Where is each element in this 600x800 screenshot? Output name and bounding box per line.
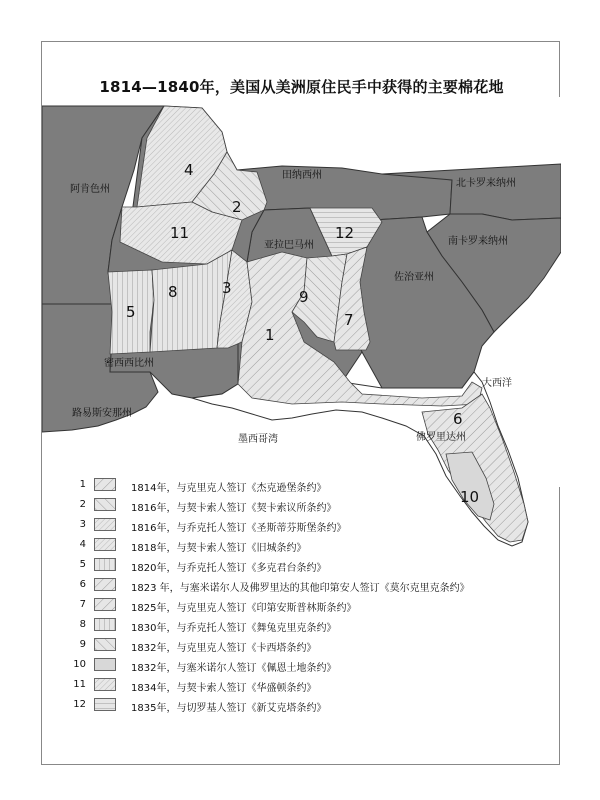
legend-swatch [94,518,116,531]
tract-number-4: 4 [184,161,194,179]
legend-swatch [94,498,116,511]
tract-number-12: 12 [335,224,355,242]
legend-text: 1816年，与契卡索人签订《契卡索议所条约》 [131,503,337,514]
map-title: 1814—1840年，美国从美洲原住民手中获得的主要棉花地 [99,78,504,96]
legend-number: 8 [79,619,86,630]
legend-row [64,478,534,494]
tract-number-7: 7 [344,311,354,329]
legend-swatch [94,538,116,551]
tract-number-11: 11 [170,224,190,242]
legend-row [64,518,534,534]
legend-text: 1834年，与契卡索人签订《华盛顿条约》 [131,683,317,694]
legend-text: 1814年，与克里克人签订《杰克逊堡条约》 [131,483,327,494]
legend-text: 1830年，与乔克托人签订《舞兔克里克条约》 [131,623,337,634]
legend-number: 3 [79,519,86,530]
legend-text: 1816年，与乔克托人签订《圣斯蒂芬斯堡条约》 [131,523,347,534]
legend-number: 9 [79,639,86,650]
legend-row [64,578,534,594]
legend-swatch [94,618,116,631]
legend-text: 1825年，与克里克人签订《印第安斯普林斯条约》 [131,603,357,614]
tract-number-6: 6 [453,410,463,428]
legend-swatch [94,698,116,711]
label-tennessee: 田纳西州 [282,170,322,181]
legend-row [64,658,534,674]
legend-number: 5 [79,559,86,570]
legend-row [64,698,534,714]
label-georgia: 佐治亚州 [394,272,434,283]
legend-swatch [94,638,116,651]
tract-number-8: 8 [168,283,178,301]
legend-swatch [94,578,116,591]
label-alabama: 亚拉巴马州 [264,240,314,251]
label-arkansas: 阿肯色州 [70,184,110,195]
legend-number: 12 [73,699,86,710]
legend-text: 1823 年，与塞米诺尔人及佛罗里达的其他印第安人签订《莫尔克里克条约》 [131,583,470,594]
legend-row [64,598,534,614]
legend-number: 1 [79,479,86,490]
label-florida: 佛罗里达州 [416,432,466,443]
legend-swatch [94,598,116,611]
label-louisiana: 路易斯安那州 [72,408,132,419]
legend-number: 6 [79,579,86,590]
legend-number: 10 [73,659,86,670]
legend-text: 1832年，与克里克人签订《卡西塔条约》 [131,643,317,654]
legend-number: 4 [79,539,86,550]
label-atlantic: 大西洋 [482,378,512,389]
legend-swatch [94,658,116,671]
tract-number-5: 5 [126,303,136,321]
legend-number: 7 [79,599,86,610]
legend-row [64,558,534,574]
legend-row [64,498,534,514]
tract-number-10: 10 [460,488,480,506]
legend-text: 1835年，与切罗基人签订《新艾克塔条约》 [131,703,327,714]
legend-text: 1818年，与契卡索人签订《旧城条约》 [131,543,307,554]
label-north-carolina: 北卡罗来纳州 [456,178,516,189]
legend-number: 2 [79,499,86,510]
label-south-carolina: 南卡罗来纳州 [448,236,508,247]
legend-text: 1832年，与塞米诺尔人签订《佩恩土地条约》 [131,663,337,674]
legend-swatch [94,558,116,571]
label-gulf: 墨西哥湾 [238,434,278,445]
legend-row [64,638,534,654]
map-frame [41,41,560,765]
legend-row [64,618,534,634]
legend-row [64,538,534,554]
tract-number-9: 9 [299,288,309,306]
tract-number-3: 3 [222,279,232,297]
legend-number: 11 [73,679,86,690]
legend-swatch [94,678,116,691]
tract-number-1: 1 [265,326,275,344]
legend-text: 1820年，与乔克托人签订《多克君台条约》 [131,563,327,574]
label-mississippi: 密西西比州 [104,358,154,369]
tract-number-2: 2 [232,198,242,216]
legend-swatch [94,478,116,491]
legend-row [64,678,534,694]
